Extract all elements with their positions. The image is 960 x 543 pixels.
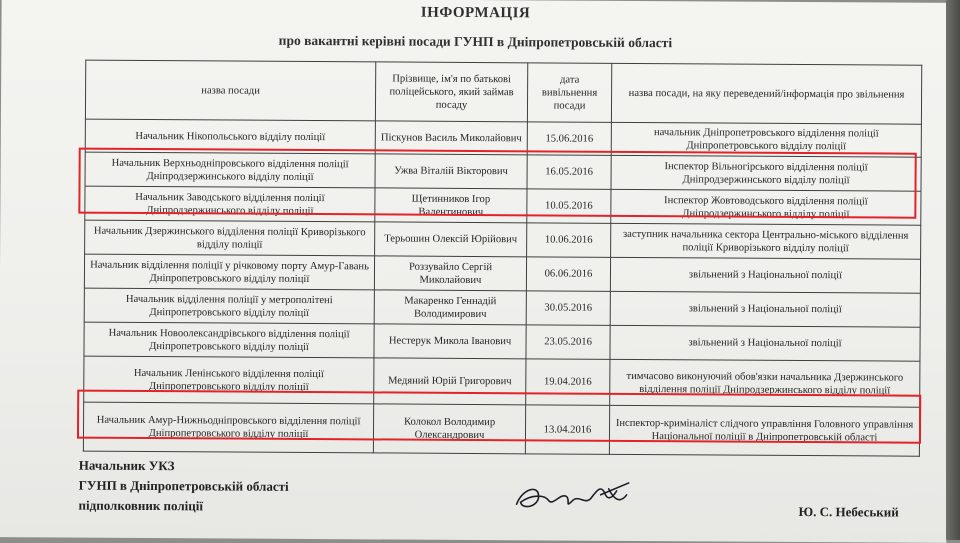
signatory-line-3: підполковник поліції [78,497,204,514]
cell-new-position: Інспектор Вільногірського відділення поліції Дніпродзержинського відділу поліції [611,155,921,191]
signatory-line-2: ГУНП в Дніпропетровській області [78,477,289,494]
cell-new-position: звільнений з Національної поліції [610,325,920,361]
signatory-name: Ю. С. Небеський [798,503,899,520]
header-position: назва посади [85,60,375,121]
cell-date: 10.05.2016 [527,189,611,224]
cell-new-position: Інспектор Жовтоводського відділення поліції Дніпродзержинського відділу поліції [611,189,921,225]
cell-position: Начальник Ленінського відділення поліції Дніпропетровського відділу поліції [84,356,374,404]
handwritten-signature [508,470,648,521]
header-date: дата вивільнення посади [527,63,611,123]
cell-date: 13.04.2016 [525,405,609,455]
cell-new-position: звільнений з Національної поліції [610,291,920,327]
cell-date: 06.06.2016 [526,257,610,292]
cell-new-position: Інспектор-криміналіст слідчого управління Головного управління Національної поліції в Дніпропетровській області [609,405,919,456]
cell-date: 16.05.2016 [527,155,611,190]
cell-date: 30.05.2016 [526,291,610,326]
cell-name: Терьошин Олексій Юрійович [375,222,527,257]
cell-position: Начальник Новоолександрівського відділення поліції Дніпропетровського відділу поліції [84,322,374,358]
header-new-position: назва посади, на яку переведений/інформація про звільнення [611,63,921,124]
cell-new-position: звільнений з Національної поліції [610,257,920,293]
document-heading: ІНФОРМАЦІЯ [420,4,531,22]
table-row [84,322,920,361]
table-header-row [85,60,921,124]
cell-name: Колокол Володимир Олександрович [373,404,525,454]
header-name: Прізвище, ім'я по батькові поліцейського, який займав посаду [375,62,527,122]
document-subheading: про вакантні керівні посади ГУНП в Дніпропетровській області [278,32,673,51]
cell-date: 10.06.2016 [527,223,611,258]
cell-position: Начальник Верхньодніпровського відділення поліції Дніпродзержинського відділу поліції [85,152,375,188]
cell-position: Начальник відділення поліції у метрополітені Дніпропетровського відділу поліції [84,288,374,324]
cell-name: Щетинников Ігор Валентинович [375,188,527,223]
table-row [84,288,920,327]
cell-position: Начальник відділення поліції у річковому порту Амур-Гавань Дніпропетровського відділу поліції [84,254,374,290]
cell-date: 23.05.2016 [526,325,610,360]
highlight-box-row-9 [77,390,921,444]
desk-edge [946,0,960,540]
cell-name: Макаренко Геннадій Володимирович [374,290,526,325]
cell-date: 15.06.2016 [527,122,611,156]
cell-new-position: тимчасово виконуючий обов'язки начальника Дзержинського відділення поліції Дніпродзержинського відділу поліції [610,359,920,407]
cell-new-position: заступник начальника сектора Центрально-міського відділення поліції Криворізького відділу поліції [611,223,921,259]
signatory-line-1: Начальник УКЗ [78,457,175,474]
cell-date: 19.04.2016 [526,359,610,406]
table-row [84,254,920,293]
table-row [85,220,921,259]
cell-name: Піскунов Василь Миколайович [375,121,527,155]
cell-new-position: начальник Дніпропетровського відділення поліції Дніпропетровського відділу поліції [611,122,921,157]
cell-name: Ужва Віталій Вікторович [375,154,527,189]
cell-position: Начальник Амур-Нижньодніпровського відділення поліції Дніпропетровського відділу поліції [83,402,373,453]
signatory-title [78,456,288,517]
cell-name: Медяний Юрій Григорович [374,358,526,405]
cell-position: Начальник Заводського відділення поліції Дніпродзержинського відділу поліції [85,186,375,222]
cell-name: Роззувайло Сергій Миколайович [374,256,526,291]
cell-position: Начальник Дзержинського відділення поліції Криворізького відділу поліції [85,220,375,256]
cell-name: Нестерук Микола Іванович [374,324,526,359]
cell-position: Начальник Нікопольського відділу поліції [85,119,375,154]
highlight-box-rows-2-3 [78,148,916,219]
